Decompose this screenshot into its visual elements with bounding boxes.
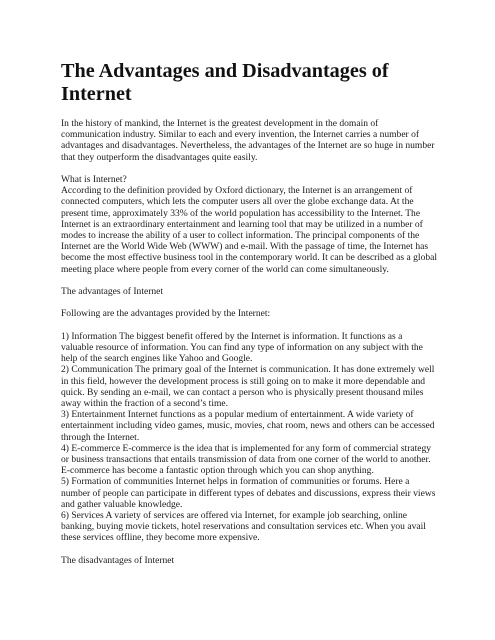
paragraph-gap <box>61 320 437 331</box>
advantage-item-ecommerce: 4) E-commerce E-commerce is the idea that is implemented for any form of commercial strategy or business transactions that entails transmission of data from one corner of the world to another. E-commerce has become a fantastic option through which you can shop anything. <box>61 442 432 477</box>
advantage-item-communication: 2) Communication The primary goal of the Internet is communication. It has done extremely well in this field, however the development process is still going on to make it more dependable and quick. By sending an e-mail, we can contact a person who is physically present thousand miles away within the fraction of a second’s time. <box>61 364 435 410</box>
disadvantages-heading: The disadvantages of Internet <box>61 554 175 566</box>
advantage-item-services: 6) Services A variety of services are offered via Internet, for example job searching, online banking, buying movie tickets, hotel reservations and consultation services etc. When you avail these services offline, they become more expensive. <box>61 510 426 544</box>
paragraph-gap <box>61 275 437 286</box>
advantages-intro: Following are the advantages provided by the Internet: <box>61 308 271 320</box>
advantage-item-entertainment: 3) Entertainment Internet functions as a popular medium of entertainment. A wide variety of entertainment including video games, music, movies, chat room, news and others can be accessed through the Internet. <box>61 409 435 443</box>
what-is-internet-paragraph: According to the definition provided by Oxford dictionary, the Internet is an arrangement of connected computers, which lets the computer users all over the globe exchange data. At the present time, approximately 33% of the world population has accessibility to the Internet. The Internet is an extraordinary entertainment and learning tool that may be utilized in a number of modes to increase the ability of a user to collect information. The principal components of the Internet are the World Wide Web (WWW) and e-mail. With the passage of time, the Internet has become the most effective business tool in the contemporary world. It can be described as a global meeting place where people from every corner of the world can come simultaneously. <box>61 185 438 275</box>
advantages-list <box>61 331 437 544</box>
paragraph-gap <box>61 544 437 555</box>
intro-paragraph: In the history of mankind, the Internet is the greatest development in the domain of communication industry. Similar to each and every invention, the Internet carries a number of advantages and disadvantages. Nevertheless, the advantages of the Internet are so huge in number that they outperform the disadvantages quite easily. <box>61 118 435 163</box>
advantage-item-communities: 5) Formation of communities Internet helps in formation of communities or forums. Here a number of people can participate in different types of debates and discussions, express their views and gather valuable knowledge. <box>61 476 436 510</box>
paragraph-gap <box>61 163 437 174</box>
document-content <box>61 60 437 566</box>
document-title: The Advantages and Disadvantages of Internet <box>61 60 389 105</box>
advantage-item-information: 1) Information The biggest benefit offered by the Internet is information. It functions as a valuable resource of information. You can find any type of information on any subject with the help of the search engines like Yahoo and Google. <box>61 330 423 365</box>
what-is-internet-heading: What is Internet? <box>61 174 127 185</box>
paragraph-gap <box>61 297 437 308</box>
advantages-heading: The advantages of Internet <box>61 286 164 298</box>
